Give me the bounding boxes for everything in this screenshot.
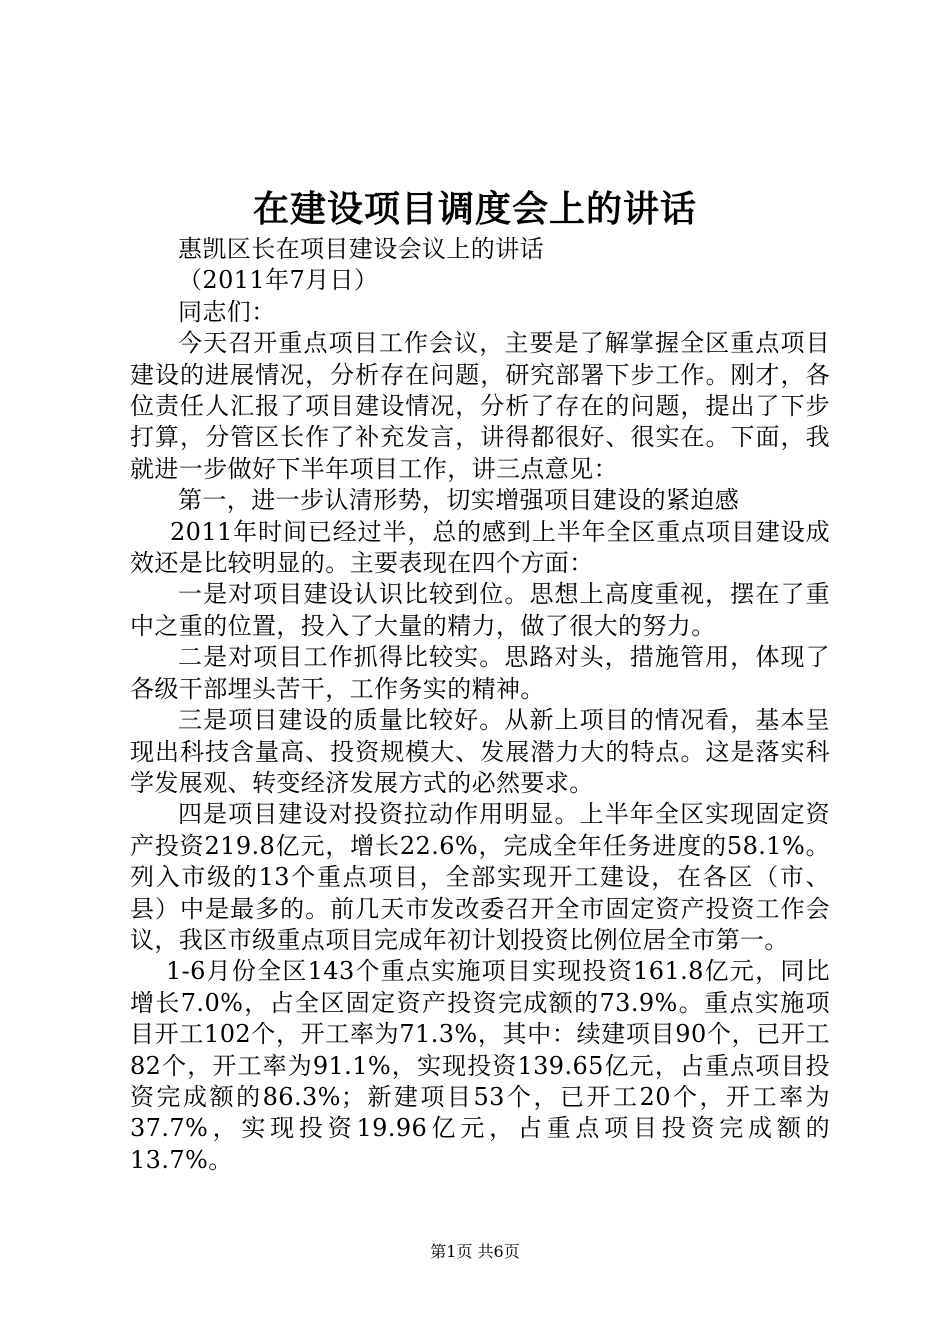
speech-subtitle: 惠凯区长在项目建设会议上的讲话 [178, 235, 544, 263]
document-title: 在建设项目调度会上的讲话 [252, 189, 697, 230]
document-body [130, 234, 830, 1176]
paragraph-overview: 2011年时间已经过半，总的感到上半年全区重点项目建设成效还是比较明显的。主要表现在四个方面： [130, 517, 830, 578]
paragraph-point-two: 二是对项目工作抓得比较实。思路对头，措施管用，体现了各级干部埋头苦干，工作务实的精神。 [130, 643, 830, 703]
salutation: 同志们： [178, 297, 276, 326]
paragraph-statistics: 1-6月份全区143个重点实施项目实现投资161.8亿元，同比增长7.0%，占全区固定资产投资完成额的73.9%。重点实施项目开工102个，开工率为71.3%，其中：续建项目90个，已开工82个，开工率为91.1%，实现投资139.65亿元，占重点项目投资完成额的86.3%；新建项目53个，已开工20个，开工率为37.7%，实现投资19.96亿元，占重点项目投资完成额的13.7%。 [130, 957, 830, 1174]
page-footer: 第1页 共6页 [430, 1242, 520, 1261]
paragraph-point-four: 四是项目建设对投资拉动作用明显。上半年全区实现固定资产投资219.8亿元，增长22.6%，完成全年任务进度的58.1%。列入市级的13个重点项目，全部实现开工建设，在各区（市、县）中是最多的。前几天市发改委召开全市固定资产投资工作会议，我区市级重点项目完成年初计划投资比例位居全市第一。 [130, 800, 830, 954]
section-heading-first: 第一，进一步认清形势，切实增强项目建设的紧迫感 [178, 486, 740, 515]
paragraph-intro: 今天召开重点项目工作会议，主要是了解掌握全区重点项目建设的进展情况，分析存在问题，研究部署下步工作。刚才，各位责任人汇报了项目建设情况，分析了存在的问题，提出了下步打算，分管区长作了补充发言，讲得都很好、很实在。下面，我就进一步做好下半年项目工作，讲三点意见： [130, 329, 830, 483]
speech-date: （2011年7月日） [178, 266, 379, 295]
paragraph-point-three: 三是项目建设的质量比较好。从新上项目的情况看，基本呈现出科技含量高、投资规模大、发展潜力大的特点。这是落实科学发展观、转变经济发展方式的必然要求。 [130, 706, 830, 797]
paragraph-point-one: 一是对项目建设认识比较到位。思想上高度重视，摆在了重中之重的位置，投入了大量的精力，做了很大的努力。 [130, 580, 830, 640]
